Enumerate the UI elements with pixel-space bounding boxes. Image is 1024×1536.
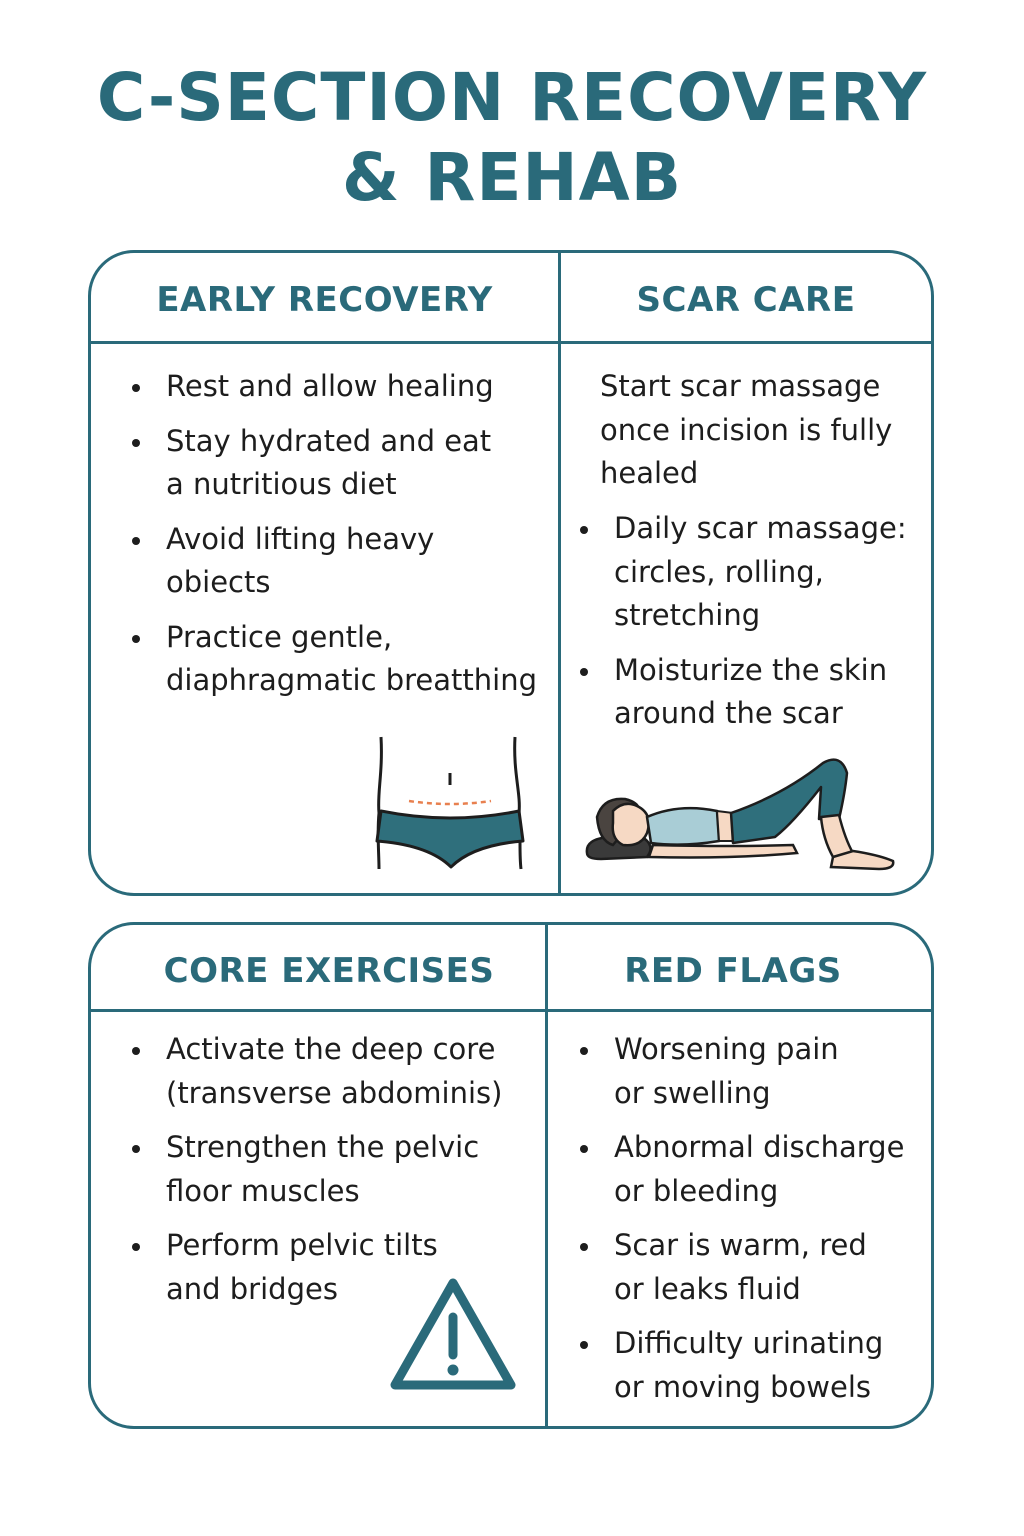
bullet-icon <box>132 1047 140 1055</box>
scar-care-heading: SCAR CARE <box>636 280 856 320</box>
core-exercise-item-text: Activate the deep core (transverse abdominis) <box>166 1032 503 1110</box>
core-exercises-heading: CORE EXERCISES <box>163 951 495 991</box>
early-recovery-heading: EARLY RECOVERY <box>156 280 493 320</box>
top-panel <box>88 250 934 896</box>
bullet-icon <box>132 537 140 545</box>
early-recovery-item <box>128 420 553 507</box>
early-recovery-item-text: Practice gentle, diaphragmatic breatthing <box>166 619 538 697</box>
page-title <box>0 58 1024 218</box>
red-flag-item-text: Worsening pain or swelling <box>614 1032 839 1110</box>
red-flag-item <box>576 1224 926 1311</box>
red-flag-item <box>576 1322 926 1409</box>
red-flags-heading: RED FLAGS <box>624 951 842 991</box>
bullet-icon <box>132 635 140 643</box>
red-flag-item-text: Scar is warm, red or leaks fluid <box>614 1228 867 1306</box>
core-exercise-item-text: Perform pelvic tilts and bridges <box>166 1228 438 1306</box>
scar-care-list <box>576 507 926 747</box>
abdomen-incision-icon <box>373 733 533 873</box>
scar-care-item-text: Moisturize the skin around the scar <box>614 652 888 730</box>
bullet-icon <box>580 1243 588 1251</box>
core-exercise-item <box>128 1028 538 1115</box>
bullet-icon <box>580 526 588 534</box>
bullet-icon <box>132 439 140 447</box>
red-flag-item <box>576 1028 926 1115</box>
bullet-icon <box>580 668 588 676</box>
title-line-2: & REHAB <box>341 139 683 216</box>
bottom-panel <box>88 922 934 1429</box>
title-line-1: C-SECTION RECOVERY <box>96 59 928 136</box>
early-recovery-item <box>128 518 553 605</box>
bullet-icon <box>132 1145 140 1153</box>
early-recovery-list <box>128 365 553 714</box>
red-flag-item <box>576 1126 926 1213</box>
early-recovery-item <box>128 616 553 703</box>
warning-triangle-icon <box>387 1277 519 1393</box>
core-exercise-item-text: Strengthen the pelvic floor muscles <box>166 1130 480 1208</box>
bullet-icon <box>132 384 140 392</box>
red-flag-item-text: Difficulty urinating or moving bowels <box>614 1326 884 1404</box>
top-panel-divider-vertical <box>558 253 561 893</box>
scar-care-item <box>576 649 926 736</box>
early-recovery-item-text: Stay hydrated and eat a nutritious diet <box>166 423 492 501</box>
early-recovery-item-text: Rest and allow healing <box>166 369 494 403</box>
scar-care-item <box>576 507 926 638</box>
core-exercise-item <box>128 1126 538 1213</box>
scar-care-intro: Start scar massage once incision is fully healed <box>600 369 893 490</box>
early-recovery-item <box>128 365 553 409</box>
early-recovery-item-text: Avoid lifting heavy obiects <box>166 521 435 599</box>
bullet-icon <box>580 1145 588 1153</box>
bullet-icon <box>132 1243 140 1251</box>
lying-woman-icon <box>583 753 903 878</box>
bullet-icon <box>580 1341 588 1349</box>
red-flags-list <box>576 1028 926 1420</box>
bullet-icon <box>580 1047 588 1055</box>
scar-care-item-text: Daily scar massage: circles, rolling, stretching <box>614 511 907 632</box>
red-flag-item-text: Abnormal discharge or bleeding <box>614 1130 905 1208</box>
